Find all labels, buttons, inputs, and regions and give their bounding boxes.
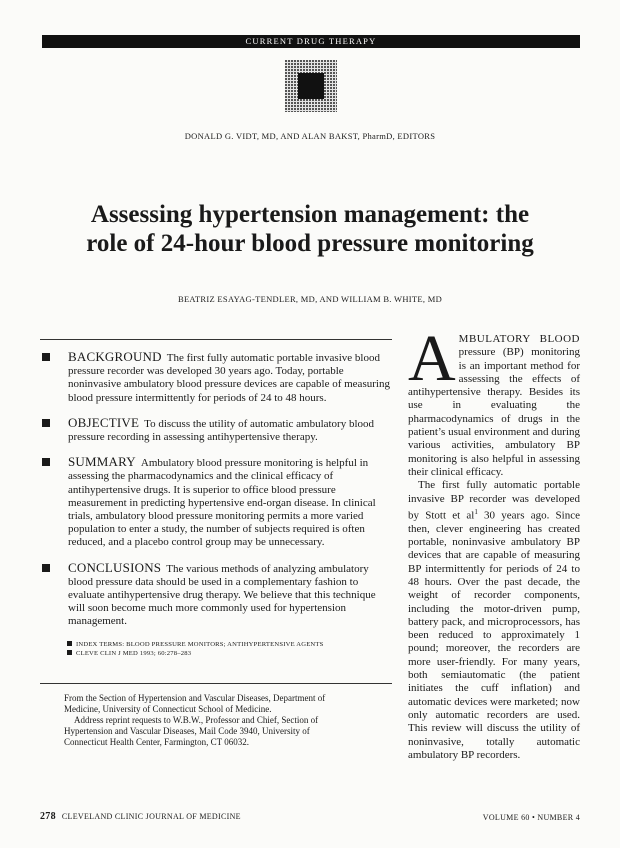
reprint-address: Address reprint requests to W.B.W., Professor and Chief, Section of Hypertension and Vascular Diseases, Mail Code 3940, University of Connecticut Health Center, Farmington, CT 06032. [64, 715, 319, 747]
bullet-square-icon [42, 419, 50, 427]
page-number: 278 [40, 811, 56, 822]
abstract-section-background [40, 350, 392, 405]
title-line-1: Assessing hypertension management: the [90, 201, 530, 228]
paragraph-1 [408, 322, 580, 479]
bullet-square-icon [67, 641, 72, 646]
section-heading: OBJECTIVE [68, 414, 140, 430]
section-text: The various methods of analyzing ambulatory blood pressure data should be used in a complementary fashion to evaluate antihypertensive drug therapy. We believe that this technique will soon become much more commonly used for hypertension management. [68, 562, 376, 628]
paragraph-2 [408, 479, 580, 762]
index-terms-text: INDEX TERMS: BLOOD PRESSURE MONITORS; ANTIHYPERTENSIVE AGENTS [76, 640, 324, 648]
abstract-bottom-rule [40, 683, 392, 684]
paragraph-1-text: pressure (BP) monitoring is an important method for assessing the effects of antihypertensive therapy. Besides its use in evaluating the pharmacodynamics of drugs in the patient’s usual environment and during various activities, ambulatory BP monitoring is also helpful in assessing their clinical efficacy. [408, 346, 580, 478]
abstract-top-rule [40, 339, 392, 340]
bullet-square-icon [42, 353, 50, 361]
author-footnote [64, 693, 326, 748]
index-terms [40, 640, 392, 658]
bullet-square-icon [42, 564, 50, 572]
journal-name: CLEVELAND CLINIC JOURNAL OF MEDICINE [61, 812, 241, 821]
section-text: The first fully automatic portable invasive blood pressure recorder was developed 30 years ago. Today, portable noninvasive ambulatory blood pressure devices are capable of measuring blood pressure intermittently for periods of 24 to 48 hours. [68, 352, 390, 404]
section-heading: BACKGROUND [68, 349, 162, 364]
affiliation-text: From the Section of Hypertension and Vascular Diseases, Department of Medicine, University of Connecticut School of Medicine. [64, 693, 326, 714]
authors-line: BEATRIZ ESAYAG-TENDLER, MD, AND WILLIAM B. WHITE, MD [177, 294, 443, 304]
section-heading: CONCLUSIONS [68, 559, 162, 575]
abstract [40, 350, 392, 658]
section-heading: SUMMARY [68, 454, 136, 470]
reference-marker: 1 [474, 507, 478, 516]
paragraph-2-text-b: 30 years ago. Since then, clever engineering has created portable, noninvasive ambulatory BP devices that are capable of measuring BP intermittently for periods of 24 to 48 hours. Over the past decade, the weight of recorder components, including the motor-driven pump, battery pack, and microprocessors, has been reduced to approximately 1 pound; moreover, the recorders are more user-friendly. For many years, both semiautomatic (the patient initiates the cuff inflation) and automatic devices were marketed; now only automatic recorders are used. This review will discuss the utility of noninvasive, totally automatic ambulatory BP recorders. [408, 509, 580, 761]
footer-left [40, 811, 241, 822]
issue-info: VOLUME 60 • NUMBER 4 [482, 813, 580, 822]
title-line-2: role of 24-hour blood pressure monitoring [86, 230, 534, 257]
drop-cap: A [408, 322, 456, 395]
abstract-section-summary [40, 455, 392, 549]
body-column [408, 322, 580, 762]
bullet-square-icon [42, 458, 50, 466]
bullet-square-icon [67, 650, 72, 655]
abstract-section-conclusions [40, 561, 392, 629]
article-title [40, 200, 580, 258]
editors-line: DONALD G. VIDT, MD, AND ALAN BAKST, PharmD, EDITORS [184, 131, 436, 141]
section-banner: CURRENT DRUG THERAPY [42, 35, 580, 48]
grid-square-logo-icon [285, 60, 337, 112]
section-text: To discuss the utility of automatic ambulatory blood pressure recording in assessing antihypertensive therapy. [68, 417, 375, 444]
section-text: Ambulatory blood pressure monitoring is helpful in assessing the pharmacodynamics and the clinical efficacy of antihypertensive drugs. It is superior to office blood pressure measurement in predicting hypertensive end-organ disease. In clinical trials, ambulatory blood pressure monitoring permits a more varied population to enter a study, the number of subjects required is often reduced, and a placebo control group may be unnecessary. [68, 457, 376, 549]
citation-text: CLEVE CLIN J MED 1993; 60:278–283 [76, 649, 192, 657]
abstract-section-objective [40, 416, 392, 444]
lead-caps: MBULATORY BLOOD [458, 333, 580, 345]
paragraph-2-text-a: The first fully automatic portable invasive BP recorder was developed by Stott et al [408, 479, 580, 522]
